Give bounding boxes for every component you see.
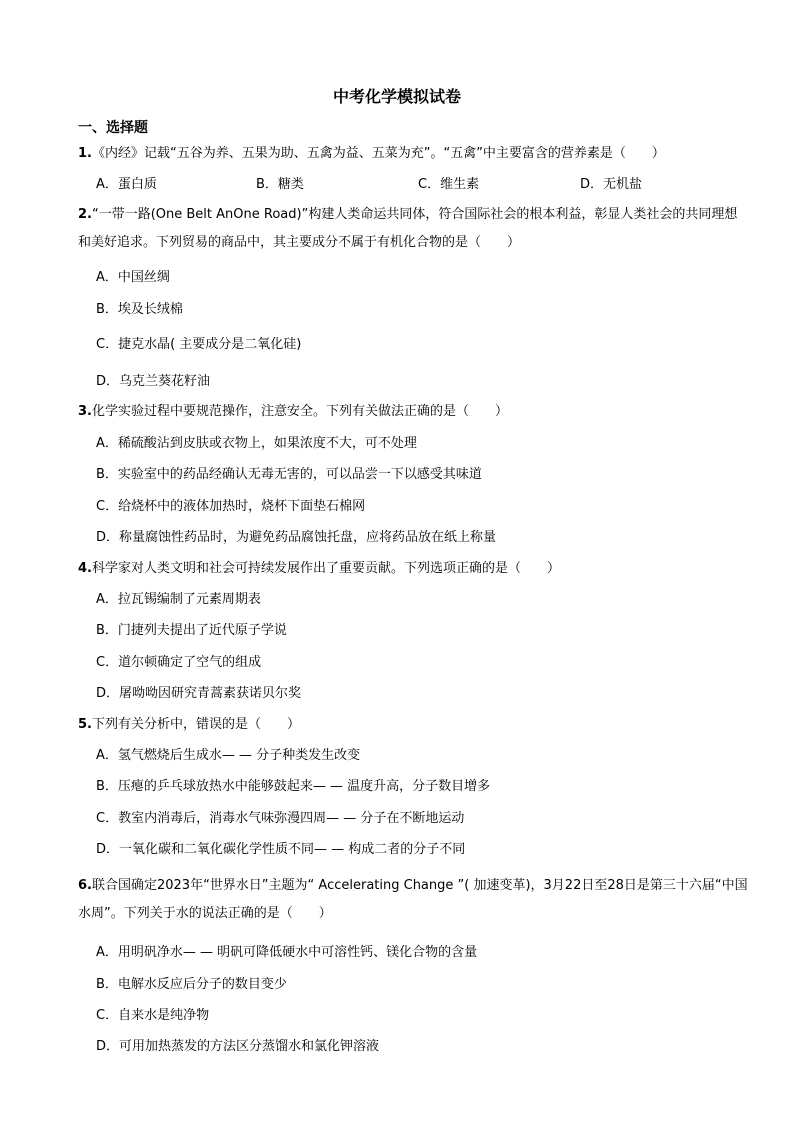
option-b: B．实验室中的药品经确认无毒无害的，可以品尝一下以感受其味道 [96, 467, 482, 482]
question-text: 下列有关分析中，错误的是（ ） [91, 717, 300, 732]
option-b: B．压瘪的乒乓球放热水中能够鼓起来— — 温度升高，分子数目增多 [96, 779, 491, 794]
question-1 [78, 144, 748, 164]
question-3 [78, 402, 748, 422]
option-b: B．埃及长绒棉 [96, 302, 183, 317]
section-heading: 一、选择题 [78, 120, 148, 136]
option-d: D．乌克兰葵花籽油 [96, 374, 211, 389]
question-number: 3. [78, 404, 92, 419]
option-b: B．电解水反应后分子的数目变少 [96, 977, 287, 992]
option-a: A．蛋白质 [96, 177, 157, 192]
option-c: C．自来水是纯净物 [96, 1008, 210, 1023]
option-a: A．氢气燃烧后生成水— — 分子种类发生改变 [96, 748, 361, 763]
question-text: 科学家对人类文明和社会可持续发展作出了重要贡献。下列选项正确的是（ ） [91, 561, 560, 576]
question-text: 《内经》记载“五谷为养、五果为助、五禽为益、五菜为充”。“五禽”中主要富含的营养素是（ ） [91, 146, 665, 161]
question-text: 化学实验过程中要规范操作，注意安全。下列有关做法正确的是（ ） [91, 404, 508, 419]
option-b: B．糖类 [256, 177, 304, 192]
question-4 [78, 559, 748, 579]
question-2 [78, 201, 748, 257]
page-title: 中考化学模拟试卷 [332, 87, 461, 106]
options-row [96, 175, 746, 195]
option-c: C．捷克水晶( 主要成分是二氧化硅) [96, 337, 302, 352]
question-text: 联合国确定2023年“世界水日”主题为“ Accelerating Change ”( 加速变革)，3月22日至28日是第三十六届“中国水周”。下列关于水的说法正确的是（ ） [78, 878, 748, 921]
option-a: A．拉瓦锡编制了元素周期表 [96, 592, 261, 607]
question-6 [78, 872, 748, 928]
option-c: C．维生素 [418, 177, 480, 192]
question-number: 4. [78, 561, 92, 576]
option-b: B．门捷列夫提出了近代原子学说 [96, 623, 287, 638]
option-a: A．用明矾净水— — 明矾可降低硬水中可溶性钙、镁化合物的含量 [96, 945, 478, 960]
question-number: 5. [78, 717, 92, 732]
option-d: D．屠呦呦因研究青蒿素获诺贝尔奖 [96, 686, 302, 701]
option-d: D．可用加热蒸发的方法区分蒸馏水和氯化钾溶液 [96, 1039, 380, 1054]
question-number: 6. [78, 878, 92, 893]
question-number: 2. [78, 207, 92, 222]
option-c: C．给烧杯中的液体加热时，烧杯下面垫石棉网 [96, 499, 366, 514]
option-a: A．中国丝绸 [96, 270, 170, 285]
option-d: D．无机盐 [580, 177, 643, 192]
option-c: C．道尔顿确定了空气的组成 [96, 655, 262, 670]
question-text: “一带一路(One Belt AnOne Road)”构建人类命运共同体，符合国际社会的根本利益，彰显人类社会的共同理想和美好追求。下列贸易的商品中，其主要成分不属于有机化合物的是（ ） [78, 207, 738, 250]
option-d: D．一氧化碳和二氧化碳化学性质不同— — 构成二者的分子不同 [96, 842, 466, 857]
question-5 [78, 715, 748, 735]
option-c: C．教室内消毒后，消毒水气味弥漫四周— — 分子在不断地运动 [96, 811, 465, 826]
option-d: D．称量腐蚀性药品时，为避免药品腐蚀托盘，应将药品放在纸上称量 [96, 530, 497, 545]
option-a: A．稀硫酸沾到皮肤或衣物上，如果浓度不大，可不处理 [96, 436, 417, 451]
question-number: 1. [78, 146, 92, 161]
